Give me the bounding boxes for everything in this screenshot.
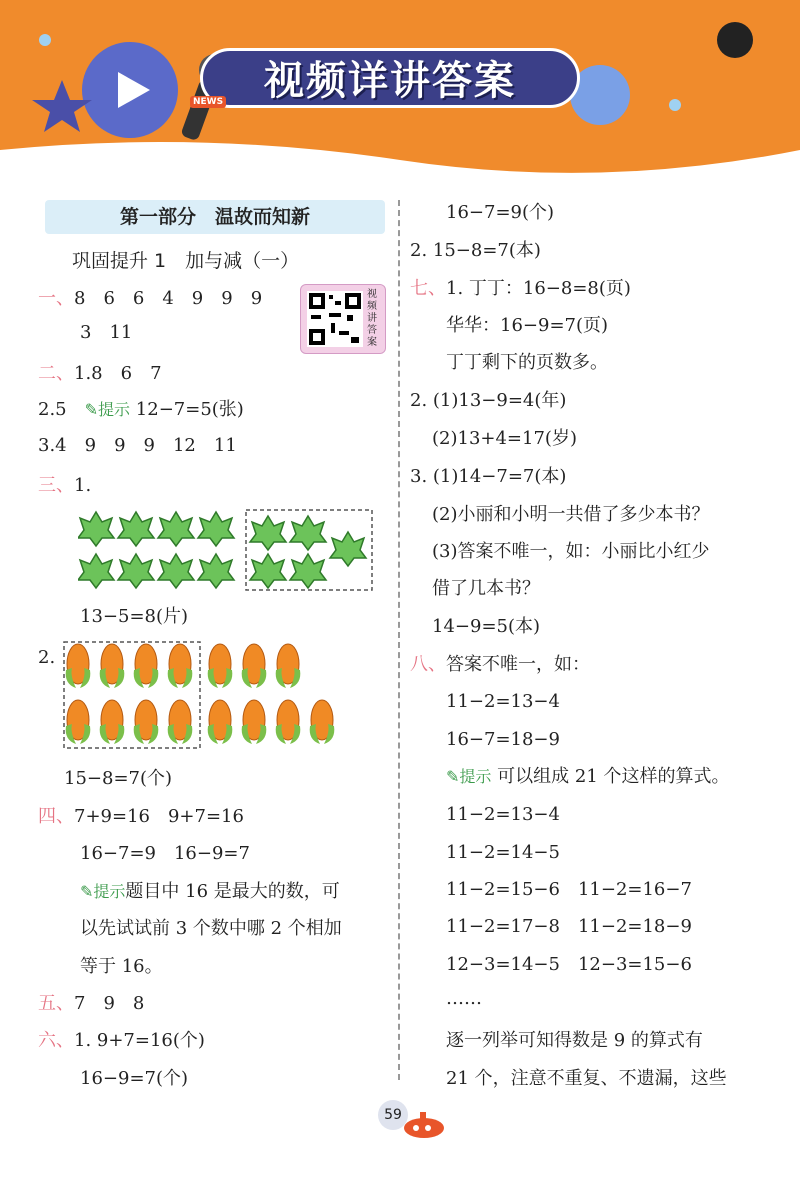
- section-title: 巩固提升 1 加与减（一）: [72, 250, 300, 272]
- answer-8-row: 11−2=14−5: [446, 842, 560, 863]
- answer-7-6: 3. (1)14−7=7(本): [410, 466, 567, 487]
- answer-8-eq2: 16−7=18−9: [446, 729, 560, 750]
- answer-4-2: 16−7=9 16−9=7: [80, 843, 250, 864]
- answer-8-row: 11−2=15−6 11−2=16−7: [446, 879, 692, 900]
- answer-3-2: 2.: [38, 647, 56, 668]
- answer-8-row: 11−2=13−4: [446, 804, 560, 825]
- answer-1: 一、8 6 6 4 9 9 9: [38, 288, 263, 309]
- answer-7-9: 借了几本书？: [432, 578, 540, 599]
- qr-label: 视频讲答案: [367, 289, 377, 348]
- answer-7-3: 丁丁剩下的页数多。: [446, 352, 608, 373]
- column-divider: [398, 200, 400, 1080]
- answer-7-2: 华华：16−9=7(页): [446, 315, 609, 336]
- qr-code-icon: [307, 291, 363, 347]
- answer-6-2: 16−9=7(个): [80, 1068, 189, 1089]
- answer-7-1: 七、1. 丁丁：16−8=8(页): [410, 278, 631, 299]
- answer-7-10: 14−9=5(本): [432, 616, 541, 637]
- answer-8-end-1: 逐一列举可知得数是 9 的算式有: [446, 1030, 703, 1051]
- page-number: 59: [378, 1100, 408, 1130]
- answer-4-1: 四、7+9=16 9+7=16: [38, 806, 244, 827]
- qr-code-panel[interactable]: [300, 284, 386, 354]
- submarine-icon: [402, 1110, 448, 1140]
- answer-8-ellipsis: ……: [446, 988, 482, 1009]
- answer-2-2: 2.5 ✎提示 12−7=5(张): [38, 399, 244, 420]
- answer-2-3: 3.4 9 9 9 12 11: [38, 435, 237, 456]
- leaves-illustration: [78, 508, 378, 592]
- answer-4-hint-2: 以先试试前 3 个数中哪 2 个相加: [80, 918, 342, 939]
- answer-7-8: (3)答案不唯一，如：小丽比小红少: [432, 541, 710, 562]
- answer-2-1: 二、1.8 6 7: [38, 363, 162, 384]
- hint-icon: ✎: [446, 767, 460, 786]
- banner-title: 视频详讲答案: [200, 48, 580, 108]
- answer-7-5: (2)13+4=17(岁): [432, 428, 577, 449]
- answer-5: 五、7 9 8: [38, 993, 145, 1014]
- answer-8-hint: ✎提示 可以组成 21 个这样的算式。: [446, 766, 730, 787]
- answer-6-1: 六、1. 9+7=16(个): [38, 1030, 205, 1051]
- spotlight-icon: [717, 22, 753, 58]
- part-title: 第一部分 温故而知新: [45, 200, 385, 234]
- right-line-1: 2. 15−8=7(本): [410, 240, 541, 261]
- answer-7-4: 2. (1)13−9=4(年): [410, 390, 567, 411]
- answer-1-row2: 3 11: [80, 322, 133, 343]
- right-line-0: 16−7=9(个): [446, 202, 555, 223]
- answer-8-row: 12−3=14−5 12−3=15−6: [446, 954, 692, 975]
- answer-8-eq1: 11−2=13−4: [446, 691, 560, 712]
- corn-illustration: [62, 640, 342, 752]
- answer-3-1: 三、1.: [38, 475, 92, 496]
- answer-4-hint-1: ✎提示题目中 16 是最大的数，可: [80, 881, 340, 902]
- answer-3-1-eq: 13−5=8(片): [80, 606, 189, 627]
- hint-icon: ✎: [84, 400, 99, 419]
- answer-3-2-eq: 15−8=7(个): [64, 768, 173, 789]
- answer-8-intro: 八、答案不唯一，如：: [410, 654, 590, 675]
- banner-mic-label: NEWS: [190, 96, 226, 108]
- answer-8-end-2: 21 个，注意不重复、不遗漏，这些: [446, 1068, 727, 1089]
- answer-8-row: 11−2=17−8 11−2=18−9: [446, 916, 692, 937]
- hint-icon: ✎: [80, 882, 94, 901]
- answer-4-hint-3: 等于 16。: [80, 956, 163, 977]
- answer-7-7: (2)小丽和小明一共借了多少本书？: [432, 504, 710, 525]
